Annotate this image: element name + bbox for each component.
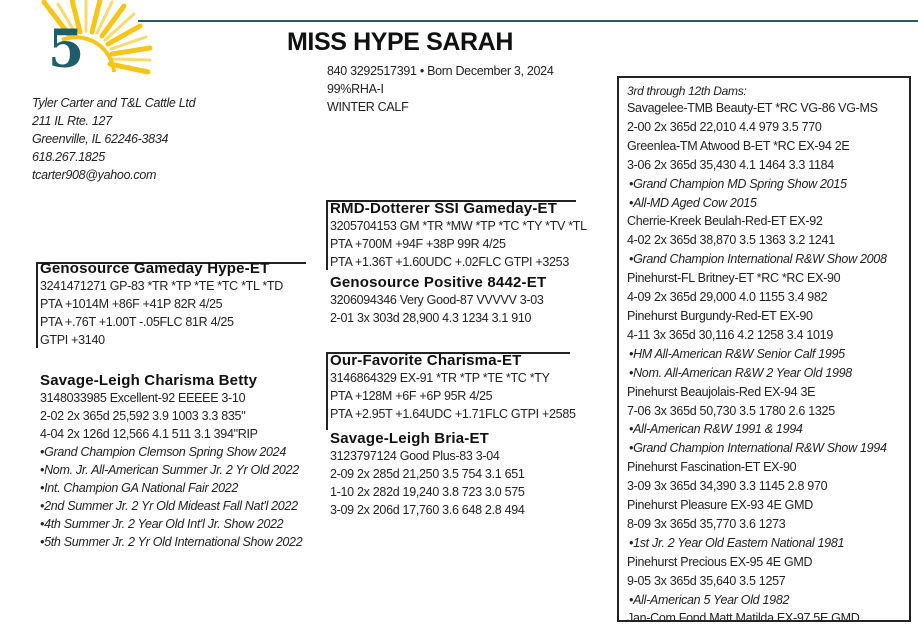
- dam-dam-line: 3-09 2x 206d 17,760 3.6 648 2.8 494: [330, 503, 525, 517]
- dam-line: 4-04 2x 126d 12,566 4.1 511 3.1 394"RIP: [40, 427, 258, 441]
- dam-honor: •Grand Champion Clemson Spring Show 2024: [40, 445, 286, 459]
- dam-sire-bracket-vertical: [326, 352, 328, 430]
- ancestor-dam-line: Pinehurst Beaujolais-Red EX-94 3E: [627, 384, 816, 399]
- owner-phone: 618.267.1825: [32, 150, 105, 164]
- ancestor-dam-line: Pinehurst Fascination-ET EX-90: [627, 460, 797, 475]
- ancestor-dam-line: 2-00 2x 365d 22,010 4.4 979 3.5 770: [627, 119, 822, 134]
- sire-block: [40, 260, 283, 349]
- sire-name: Genosource Gameday Hype-ET: [40, 260, 270, 277]
- dam-dam-block: [330, 430, 525, 519]
- sire-dam-line: 2-01 3x 303d 28,900 4.3 1234 3.1 910: [330, 311, 532, 325]
- ancestor-dam-line: Savagelee-TMB Beauty-ET *RC VG-86 VG-MS: [627, 101, 878, 115]
- sun-rays-icon: [0, 0, 170, 80]
- sire-line: 3241471271 GP-83 *TR *TP *TE *TC *TL *TD: [40, 279, 283, 293]
- dam-dam-line: 2-09 2x 285d 21,250 3.5 754 3.1 651: [330, 467, 525, 481]
- ancestor-dam-line: 3-06 2x 365d 35,430 4.1 1464 3.3 1184: [627, 157, 834, 172]
- owner-block: [32, 94, 195, 184]
- sire-sire-line: PTA +1.36T +1.60UDC +.02FLC GTPI +3253: [330, 255, 569, 269]
- sire-sire-bracket-vertical: [326, 200, 328, 270]
- dam-sire-line: PTA +128M +6F +6P 95R 4/25: [330, 389, 493, 403]
- dam-honor: •5th Summer Jr. 2 Yr Old International Show 2022: [40, 535, 303, 549]
- lot-badge: [0, 0, 170, 80]
- sire-sire-name: RMD-Dotterer SSI Gameday-ET: [330, 200, 558, 217]
- ancestor-dams-list: [627, 99, 909, 628]
- ancestor-dam-line: Jan-Com Fond Matt Matilda EX-97 5E GMD: [627, 611, 860, 626]
- dam-name: Savage-Leigh Charisma Betty: [40, 372, 258, 389]
- ancestor-dam-line: 4-02 2x 365d 38,870 3.5 1363 3.2 1241: [627, 233, 835, 248]
- dam-line: 3148033985 Excellent-92 EEEEE 3-10: [40, 391, 246, 405]
- ancestor-dam-honor: •HM All-American R&W Senior Calf 1995: [629, 346, 845, 361]
- ancestor-dams-heading: 3rd through 12th Dams:: [627, 84, 747, 98]
- ancestor-dam-line: Pinehurst Precious EX-95 4E GMD: [627, 554, 813, 569]
- sire-dam-name: Genosource Positive 8442-ET: [330, 274, 547, 291]
- ancestor-dam-line: Pinehurst-FL Britney-ET *RC *RC EX-90: [627, 271, 841, 286]
- ancestor-dam-honor: •Grand Champion International R&W Show 1994: [629, 441, 887, 456]
- animal-breed: 99%RHA-I: [327, 82, 384, 96]
- sire-bracket-vertical: [36, 262, 38, 348]
- ancestor-dam-line: 8-09 3x 365d 35,770 3.6 1273: [627, 516, 786, 531]
- owner-street: 211 IL Rte. 127: [32, 114, 112, 128]
- owner-name: Tyler Carter and T&L Cattle Ltd: [32, 96, 196, 110]
- dam-honor: •4th Summer Jr. 2 Year Old Int'l Jr. Show 2022: [40, 517, 284, 531]
- dam-sire-line: PTA +2.95T +1.64UDC +1.71FLC GTPI +2585: [330, 407, 576, 421]
- sire-dam-line: 3206094346 Very Good-87 VVVVV 3-03: [330, 293, 544, 307]
- ancestor-dams-box: [617, 76, 911, 626]
- owner-email: tcarter908@yahoo.com: [32, 168, 157, 182]
- dam-dam-line: 1-10 2x 282d 19,240 3.8 723 3.0 575: [330, 485, 525, 499]
- ancestor-dam-honor: •Grand Champion International R&W Show 2008: [629, 252, 887, 267]
- sire-line: PTA +1014M +86F +41P 82R 4/25: [40, 297, 223, 311]
- ancestor-dam-honor: •All-American 5 Year Old 1982: [629, 592, 790, 607]
- dam-honor: •2nd Summer Jr. 2 Yr Old Mideast Fall Nat'l 2022: [40, 499, 298, 513]
- sire-sire-line: 3205704153 GM *TR *MW *TP *TC *TY *TV *TL: [330, 219, 587, 233]
- dam-sire-name: Our-Favorite Charisma-ET: [330, 352, 522, 369]
- sire-sire-block: [330, 200, 587, 271]
- animal-info: [327, 62, 554, 116]
- dam-honor: •Nom. Jr. All-American Summer Jr. 2 Yr Old 2022: [40, 463, 299, 477]
- ancestor-dam-honor: •Nom. All-American R&W 2 Year Old 1998: [629, 365, 852, 380]
- sire-line: PTA +.76T +1.00T -.05FLC 81R 4/25: [40, 315, 234, 329]
- ancestor-dam-honor: •Grand Champion MD Spring Show 2015: [629, 176, 847, 191]
- dam-sire-line: 3146864329 EX-91 *TR *TP *TE *TC *TY: [330, 371, 550, 385]
- dam-sire-block: [330, 352, 576, 423]
- lot-number: 5: [48, 19, 85, 80]
- dam-dam-line: 3123797124 Good Plus-83 3-04: [330, 449, 500, 463]
- dam-dam-name: Savage-Leigh Bria-ET: [330, 430, 490, 447]
- ancestor-dam-line: 4-09 2x 365d 29,000 4.0 1155 3.4 982: [627, 290, 828, 305]
- ancestor-dam-line: 9-05 3x 365d 35,640 3.5 1257: [627, 573, 786, 588]
- ancestor-dam-line: Greenlea-TM Atwood B-ET *RC EX-94 2E: [627, 138, 850, 153]
- sire-sire-line: PTA +700M +94F +38P 99R 4/25: [330, 237, 506, 251]
- animal-title: MISS HYPE SARAH: [287, 28, 513, 56]
- animal-class: WINTER CALF: [327, 100, 409, 114]
- header-rule: [138, 20, 918, 22]
- ancestor-dam-line: Cherrie-Kreek Beulah-Red-ET EX-92: [627, 214, 823, 229]
- ancestor-dam-honor: •1st Jr. 2 Year Old Eastern National 1981: [629, 535, 845, 550]
- ancestor-dam-line: Pinehurst Burgundy-Red-ET EX-90: [627, 308, 813, 323]
- ancestor-dam-line: 4-11 3x 365d 30,116 4.2 1258 3.4 1019: [627, 327, 833, 342]
- owner-city: Greenville, IL 62246-3834: [32, 132, 169, 146]
- dam-line: 2-02 2x 365d 25,592 3.9 1003 3.3 835": [40, 409, 246, 423]
- ancestor-dam-honor: •All-American R&W 1991 & 1994: [629, 422, 803, 437]
- ancestor-dam-honor: •All-MD Aged Cow 2015: [629, 195, 757, 210]
- ancestor-dam-line: Pinehurst Pleasure EX-93 4E GMD: [627, 498, 813, 513]
- ancestor-dam-line: 7-06 3x 365d 50,730 3.5 1780 2.6 1325: [627, 403, 835, 418]
- dam-block: [40, 372, 302, 551]
- ancestor-dam-line: 3-09 3x 365d 34,390 3.3 1145 2.8 970: [627, 479, 828, 494]
- animal-id-birth: 840 3292517391 • Born December 3, 2024: [327, 64, 554, 78]
- dam-honor: •Int. Champion GA National Fair 2022: [40, 481, 239, 495]
- sire-dam-block: [330, 274, 546, 327]
- sire-line: GTPI +3140: [40, 333, 105, 347]
